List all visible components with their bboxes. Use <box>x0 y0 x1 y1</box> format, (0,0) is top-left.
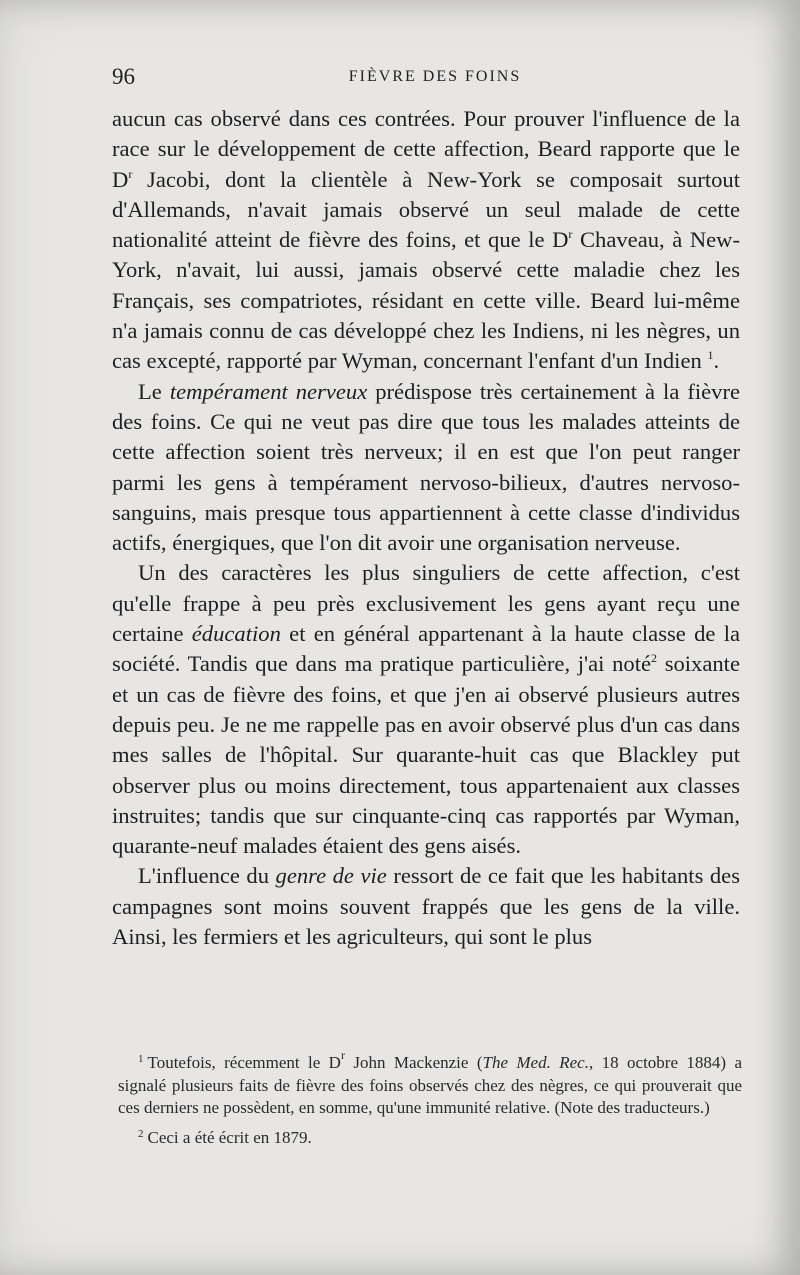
paragraph-3: Un des caractères les plus singuliers de cette affection, c'est qu'elle frappe à peu près exclusivement les gens ayant reçu une certaine éducation et en général appartenant à la haute classe de la société. Tandis que dans ma pratique particulière, j'ai noté$^2$ soixante et un cas de fièvre des foins, et que j'en ai observé plusieurs autres depuis peu. Je ne me rappelle pas en avoir observé plus d'un cas dans mes salles de l'hôpital. Sur quarante-huit cas que Blackley put observer plus ou moins directement, tous appartenaient aux classes instruites; tandis que sur cinquante-cinq cas rapportés par Wyman, quarante-neuf malades étaient des gens aisés. <box>112 560 741 859</box>
body-text <box>112 104 740 952</box>
journal-title: The Med. Rec. <box>482 1053 589 1072</box>
footnote-mark: 2 <box>138 1127 144 1140</box>
footnotes <box>118 1048 742 1149</box>
footnote-mark: 1 <box>138 1053 144 1065</box>
superscript-r: r <box>340 1048 345 1062</box>
emphasis-education: éducation <box>191 621 281 647</box>
superscript-r: r <box>568 227 573 242</box>
paragraph-4: L'influence du genre de vie ressort de ce fait que les habitants des campagnes sont moins souvent frappés que les gens de la ville. Ainsi, les fermiers et les agriculteurs, qui sont le plus <box>112 863 740 950</box>
superscript-r: r <box>128 166 133 181</box>
footnote-ref-1: 1 <box>707 348 714 363</box>
footnote-1: $^1$ Toutefois, récemment le $D^r$ John Mackenzie (The Med. Rec., 18 octobre 1884) a signalé plusieurs faits de fièvre des foins observés chez des nègres, ce qui prouverait que ces derniers ne possèdent, en somme, qu'une immunité relative. (Note des traducteurs.) <box>118 1048 742 1117</box>
paragraph-1: aucun cas observé dans ces contrées. Pour prouver l'influence de la race sur le développement de cette affection, Beard rapporte que le $D^r$ Jacobi, dont la clientèle à New-York se composait surtout d'Allemands, n'avait jamais observé un seul malade de cette nationalité atteint de fièvre des foins, et que le $D^r$ Chaveau, à New-York, n'avait, lui aussi, jamais observé cette maladie chez les Français, ses compatriotes, résidant en cette ville. Beard lui-même n'a jamais connu de cas développé chez les Indiens, ni les nègres, un cas excepté, rapporté par Wyman, concernant l'enfant d'un Indien $^1$. <box>112 106 741 374</box>
emphasis-temperament: tempérament nerveux <box>169 378 368 404</box>
page-number: 96 <box>112 64 135 89</box>
footnote-ref-2: 2 <box>651 651 658 666</box>
page-header <box>112 64 740 94</box>
emphasis-genre-de-vie: genre de vie <box>275 863 387 889</box>
paragraph-2: Le tempérament nerveux prédispose très certainement à la fièvre des foins. Ce qui ne veut pas dire que tous les malades atteints de cette affection soient très nerveux; il en est que l'on peut ranger parmi les gens à tempérament nervoso-bilieux, d'autres nervoso-sanguins, mais presque tous appartiennent à cette classe d'individus actifs, énergiques, que l'on dit avoir une organisation nerveuse. <box>112 378 741 556</box>
footnote-2: $^2$ Ceci a été écrit en 1879. <box>138 1127 312 1147</box>
running-title: FIÈVRE DES FOINS <box>348 68 522 85</box>
